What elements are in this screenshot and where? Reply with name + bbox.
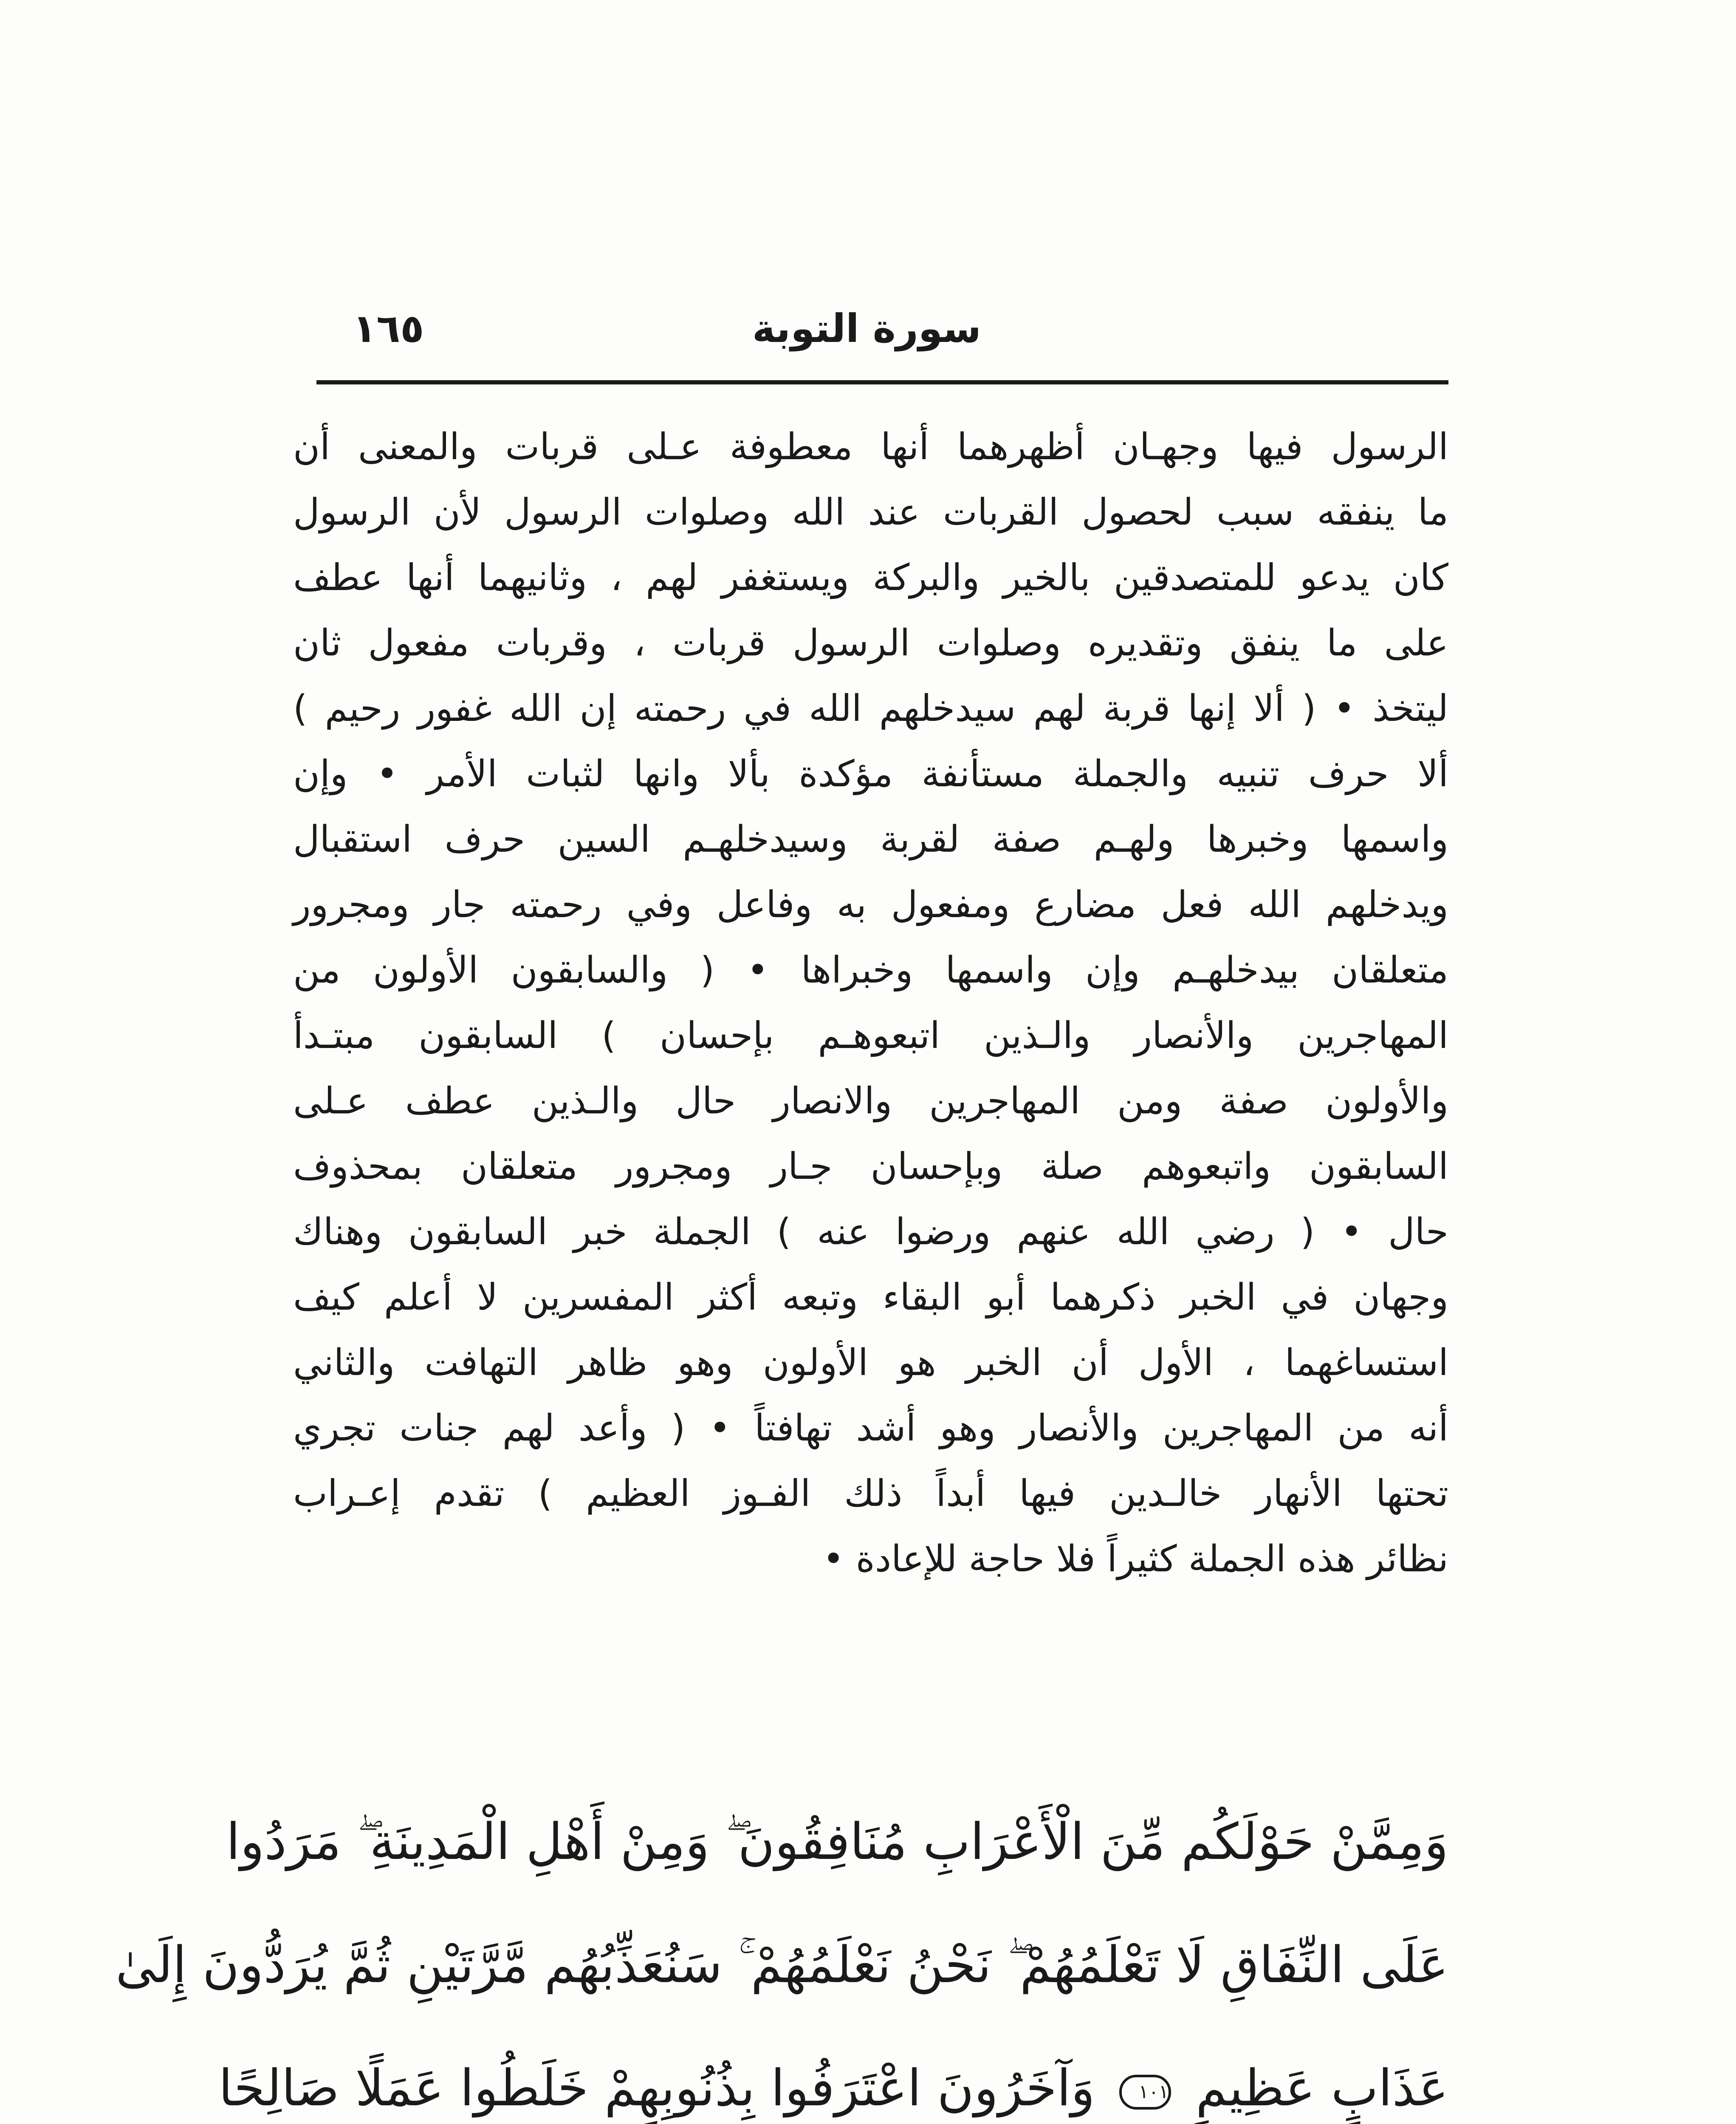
header-divider	[316, 380, 1448, 384]
quran-verses	[116, 1780, 1448, 2124]
verse-number-marker: ١٠١	[1119, 2075, 1171, 2110]
text-line: الرسول فيها وجهـان أظهرهما أنها معطوفة عـلى قربات والمعنى أن	[293, 426, 1448, 468]
text-line: على ما ينفق وتقديره وصلوات الرسول قربات ، وقربات مفعول ثان	[293, 622, 1448, 664]
text-line: السابقون واتبعوهم صلة وبإحسان جـار ومجرور متعلقان بمحذوف	[293, 1145, 1448, 1188]
verse-segment: وَآخَرُونَ اعْتَرَفُوا بِذُنُوبِهِمْ خَلَطُوا عَمَلًا صَالِحًا	[218, 2059, 1095, 2117]
text-line: والأولون صفة ومن المهاجرين والانصار حال والـذين عطف عـلى	[293, 1080, 1448, 1122]
verse-line-with-marker	[218, 2026, 1448, 2124]
text-line: استساغهما ، الأول أن الخبر هو الأولون وهو ظاهر التهافت والثاني	[293, 1342, 1448, 1384]
text-line: واسمها وخبرها ولهـم صفة لقربة وسيدخلهـم السين حرف استقبال	[293, 818, 1448, 861]
verse-line: عَلَى النِّفَاقِ لَا تَعْلَمُهُمْ ۖ نَحْنُ نَعْلَمُهُمْ ۚ سَنُعَذِّبُهُم مَّرَّتَيْنِ ثُمَّ يُرَدُّونَ إِلَىٰ	[116, 1935, 1448, 1994]
text-line: متعلقان بيدخلهـم وإن واسمها وخبراها • ( والسابقون الأولون من	[293, 949, 1448, 991]
verse-line: وَمِمَّنْ حَوْلَكُم مِّنَ الْأَعْرَابِ مُنَافِقُونَ ۖ وَمِنْ أَهْلِ الْمَدِينَةِ ۖ مَرَدُوا	[226, 1812, 1448, 1871]
page-number: ١٦٥	[353, 306, 424, 351]
surah-title: سورة التوبة	[752, 306, 981, 351]
text-line: حال • ( رضي الله عنهم ورضوا عنه ) الجملة خبر السابقون وهناك	[293, 1211, 1448, 1253]
text-line: ما ينفقه سبب لحصول القربات عند الله وصلوات الرسول لأن الرسول	[293, 491, 1448, 534]
text-line: المهاجرين والأنصار والـذين اتبعوهـم بإحسان ) السابقون مبتـدأ	[293, 1014, 1448, 1057]
text-line: ويدخلهم الله فعل مضارع ومفعول به وفاعل وفي رحمته جار ومجرور	[293, 884, 1448, 926]
text-line: ألا حرف تنبيه والجملة مستأنفة مؤكدة بألا وانها لثبات الأمر • وإن	[293, 753, 1448, 795]
text-line: نظائر هذه الجملة كثيراً فلا حاجة للإعادة •	[822, 1538, 1448, 1580]
text-line: وجهان في الخبر ذكرهما أبو البقاء وتبعه أكثر المفسرين لا أعلم كيف	[293, 1276, 1448, 1319]
commentary-text	[293, 414, 1448, 1592]
verse-segment: عَذَابٍ عَظِيمٍ	[1195, 2059, 1448, 2117]
page-header	[319, 297, 1448, 365]
text-line: كان يدعو للمتصدقين بالخير والبركة ويستغفر لهم ، وثانيهما أنها عطف	[293, 556, 1448, 599]
text-line: ليتخذ • ( ألا إنها قربة لهم سيدخلهم الله في رحمته إن الله غفور رحيم )	[293, 687, 1448, 730]
text-line: أنه من المهاجرين والأنصار وهو أشد تهافتاً • ( وأعد لهم جنات تجري	[293, 1407, 1448, 1449]
text-line: تحتها الأنهار خالـدين فيها أبداً ذلك الفـوز العظيم ) تقدم إعـراب	[293, 1472, 1448, 1515]
